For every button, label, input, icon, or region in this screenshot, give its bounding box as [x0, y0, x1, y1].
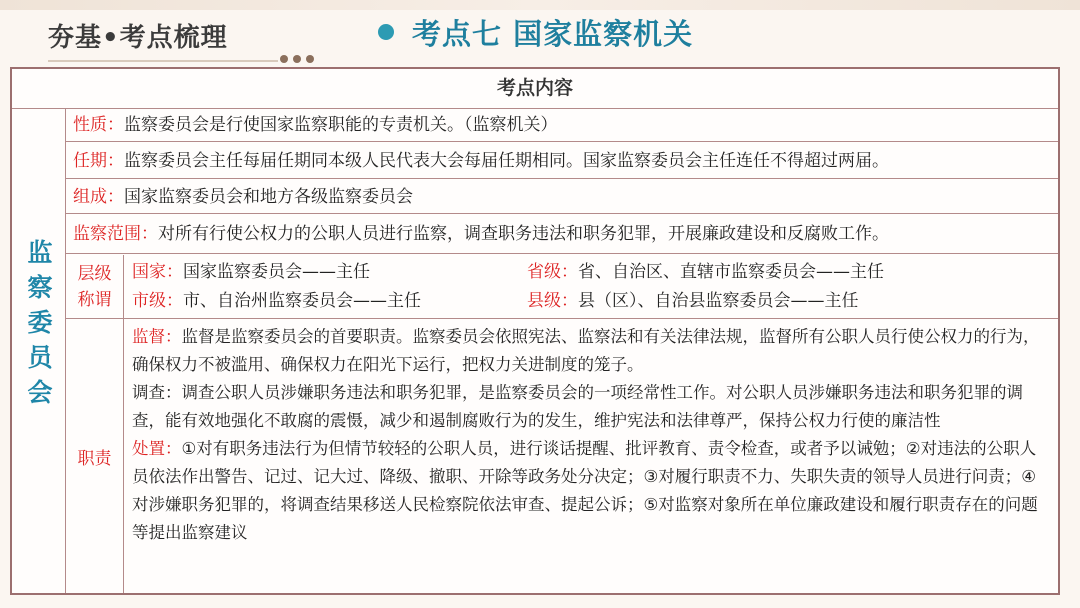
row-composition [66, 180, 1058, 214]
row-term [66, 143, 1058, 179]
duty-label: 监督： [132, 327, 182, 346]
bullet-dot-icon [378, 24, 394, 40]
level-city [132, 286, 421, 316]
row-text: 对所有行使公权力的公职人员进行监察，调查职务违法和职务犯罪，开展廉政建设和反腐败工作。 [158, 224, 889, 244]
page-title: 考点七 国家监察机关 [412, 17, 694, 51]
levels-label-line1: 层级 [77, 264, 112, 284]
level-label: 省级： [527, 262, 578, 282]
table-header: 考点内容 [12, 69, 1058, 109]
duty-label: 处置： [132, 439, 182, 458]
duty-handle [132, 435, 1048, 547]
row-text: 监察委员会是行使国家监察职能的专责机关。（监察机关） [124, 115, 558, 135]
level-label: 市级： [132, 291, 183, 311]
row-nature [66, 109, 1058, 142]
levels-body [124, 255, 1058, 319]
row-label: 性质： [73, 115, 124, 135]
level-text: 市、自治州监察委员会——主任 [183, 291, 421, 311]
row-label: 组成： [73, 187, 124, 207]
duty-text: ①对有职务违法行为但情节较轻的公职人员，进行谈话提醒、批评教育、责令检查，或者予以诫勉；②对违法的公职人员依法作出警告、记过、记大过、降级、撤职、开除等政务处分决定；③对履行职责不力、失职失责的领导人员进行问责；④对涉嫌职务犯罪的，将调查结果移送人民检察院依法审查、提起公诉；⑤对监察对象所在单位廉政建设和履行职责存在的问题等提出监察建议 [132, 439, 1038, 542]
level-provincial [527, 257, 884, 287]
brand-underline [48, 60, 278, 62]
level-national [132, 257, 370, 287]
duty-supervise [132, 323, 1048, 379]
duty-investigate: 调查：调查公职人员涉嫌职务违法和职务犯罪，是监察委员会的一项经常性工作。对公职人员涉嫌职务违法和职务犯罪的调查，能有效地强化不敢腐的震慑，减少和遏制腐败行为的发生，维护宪法和法律尊严，保持公权力行使的廉洁性 [132, 383, 1023, 430]
row-text: 监察委员会主任每届任期同本级人民代表大会每届任期相同。国家监察委员会主任连任不得超过两届。 [124, 151, 889, 171]
side-label-column [12, 109, 66, 593]
level-text: 县（区）、自治县监察委员会——主任 [578, 291, 859, 311]
row-label: 监察范围： [73, 224, 158, 244]
row-text: 国家监察委员会和地方各级监察委员会 [124, 187, 413, 207]
brand-title: 夯基•考点梳理 [48, 23, 228, 53]
level-label: 国家： [132, 262, 183, 282]
ellipsis-dots-icon [280, 55, 314, 67]
row-scope [66, 215, 1058, 254]
side-label: 监察委员会 [24, 239, 53, 414]
content-table [10, 67, 1060, 595]
duties-label: 职责 [66, 319, 124, 593]
level-label: 县级： [527, 291, 578, 311]
duty-text: 监督是监察委员会的首要职责。监察委员会依照宪法、监察法和有关法律法规，监督所有公职人员行使公权力的行为，确保权力不被滥用、确保权力在阳光下运行，把权力关进制度的笼子。 [132, 327, 1040, 374]
levels-label-line2: 称谓 [77, 290, 112, 310]
duties-body [124, 319, 1058, 593]
row-label: 任期： [73, 151, 124, 171]
level-text: 省、自治区、直辖市监察委员会——主任 [578, 262, 884, 282]
levels-label [66, 255, 124, 319]
top-decoration [0, 0, 1080, 10]
level-text: 国家监察委员会——主任 [183, 262, 370, 282]
level-county [527, 286, 859, 316]
